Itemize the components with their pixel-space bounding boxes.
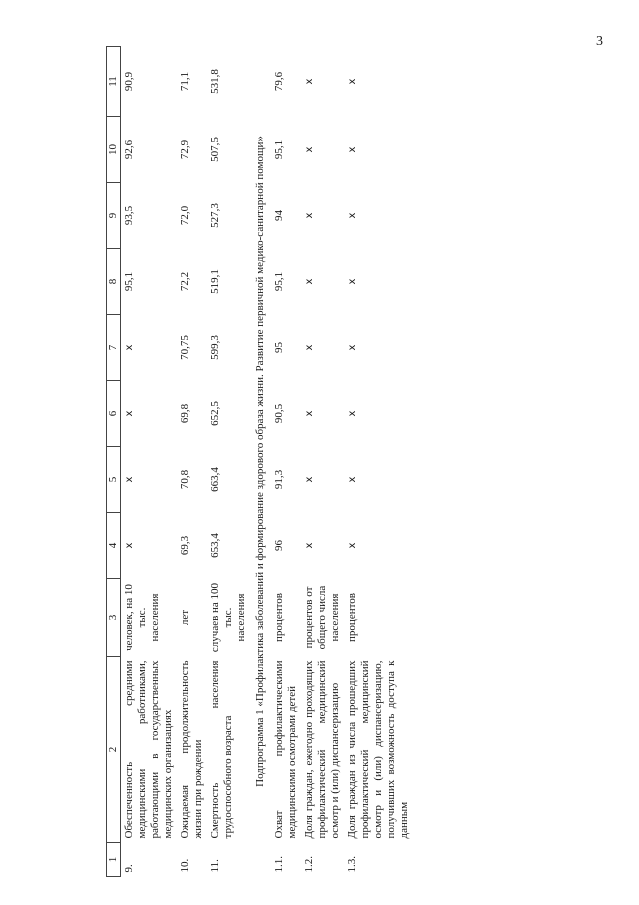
value-cell: x [304, 212, 315, 219]
value-cell: x [347, 344, 358, 351]
header-cell: 9 [107, 183, 121, 249]
table-row [207, 47, 250, 877]
value-cell: 71,1 [179, 71, 191, 92]
value-cell: x [347, 476, 358, 483]
value-cell: 519,1 [209, 269, 221, 294]
value-cell: 599,3 [209, 335, 221, 360]
row-number: 11. [209, 859, 221, 873]
row-number: 1.3. [346, 856, 358, 873]
value-cell: 72,0 [179, 205, 191, 226]
unit-cell: процентов [346, 593, 358, 642]
header-cell: 1 [107, 843, 121, 877]
table-row [271, 47, 301, 877]
page-number: 3 [596, 34, 603, 49]
header-cell: 10 [107, 117, 121, 183]
header-cell: 7 [107, 315, 121, 381]
value-cell: x [304, 410, 315, 417]
value-cell: 72,9 [179, 139, 191, 160]
value-cell: 653,4 [209, 533, 221, 558]
value-cell: 79,6 [273, 71, 285, 92]
value-cell: 507,5 [209, 137, 221, 162]
value-cell: x [124, 542, 135, 549]
value-cell: x [347, 78, 358, 85]
value-cell: x [304, 344, 315, 351]
value-cell: 93,5 [123, 205, 135, 226]
row-number: 9. [123, 864, 135, 873]
indicator-name: Смертность населения трудоспособного возраста [209, 660, 234, 839]
value-cell: x [304, 542, 315, 549]
value-cell: x [347, 542, 358, 549]
header-cell: 5 [107, 447, 121, 513]
value-cell: 90,5 [273, 403, 285, 424]
header-row [107, 47, 121, 877]
header-cell: 11 [107, 47, 121, 117]
value-cell: x [304, 278, 315, 285]
unit-cell: процентов от общего числа населения [303, 585, 341, 650]
header-cell: 3 [107, 579, 121, 657]
value-cell: x [347, 212, 358, 219]
header-cell: 8 [107, 249, 121, 315]
value-cell: 527,3 [209, 203, 221, 228]
value-cell: x [124, 410, 135, 417]
table-row [121, 47, 178, 877]
value-cell: 94 [273, 210, 285, 221]
indicator-name: Охват профилактическими медицинскими осмотрами детей [273, 660, 298, 839]
value-cell: x [304, 78, 315, 85]
value-cell: 72,2 [179, 271, 191, 292]
subprogram-title: Подпрограмма 1 «Профилактика заболеваний и формирование здорового образа жизни. Развитие первичной медико-санитарной помощи» [254, 136, 266, 787]
indicator-name: Доля граждан, ежегодно проходящих профилактический медицинский осмотр и (или) диспансеризацию [303, 660, 341, 839]
table-row [177, 47, 207, 877]
unit-cell: человек, на 10 тыс. населения [123, 584, 161, 651]
value-cell: 96 [273, 540, 285, 551]
value-cell: 70,75 [179, 335, 191, 360]
value-cell: 652,5 [209, 401, 221, 426]
row-number: 1.1. [273, 856, 285, 873]
subprogram-row [250, 47, 271, 877]
value-cell: 92,6 [123, 139, 135, 160]
value-cell: x [304, 476, 315, 483]
unit-cell: процентов [273, 593, 285, 642]
data-table [106, 46, 413, 877]
value-cell: 95,1 [123, 271, 135, 292]
header-cell: 4 [107, 513, 121, 579]
header-cell: 6 [107, 381, 121, 447]
table-row [301, 47, 344, 877]
value-cell: x [124, 476, 135, 483]
value-cell: x [124, 344, 135, 351]
indicator-name: Ожидаемая продолжительность жизни при рождении [179, 660, 204, 839]
table-row [344, 47, 413, 877]
indicator-name: Обеспеченность средними медицинскими работниками, работающими в государственных медицинских организациях [123, 660, 174, 839]
value-cell: 69,3 [179, 535, 191, 556]
value-cell: 95,1 [273, 139, 285, 160]
indicator-name: Доля граждан из числа прошедших профилактический медицинский осмотр и (или) диспансеризацию, получивших возможность доступа к данным [346, 660, 410, 839]
value-cell: 69,8 [179, 403, 191, 424]
row-number: 10. [179, 858, 191, 873]
value-cell: 91,3 [273, 469, 285, 490]
value-cell: 663,4 [209, 467, 221, 492]
value-cell: x [347, 278, 358, 285]
value-cell: 70,8 [179, 469, 191, 490]
value-cell: x [304, 146, 315, 153]
value-cell: 95,1 [273, 271, 285, 292]
header-cell: 2 [107, 657, 121, 843]
value-cell: 95 [273, 342, 285, 353]
rotated-table-container [106, 47, 511, 877]
value-cell: x [347, 410, 358, 417]
value-cell: 90,9 [123, 71, 135, 92]
value-cell: x [347, 146, 358, 153]
unit-cell: лет [179, 609, 191, 626]
row-number: 1.2. [303, 856, 315, 873]
unit-cell: случаев на 100 тыс. населения [209, 582, 247, 653]
value-cell: 531,8 [209, 69, 221, 94]
